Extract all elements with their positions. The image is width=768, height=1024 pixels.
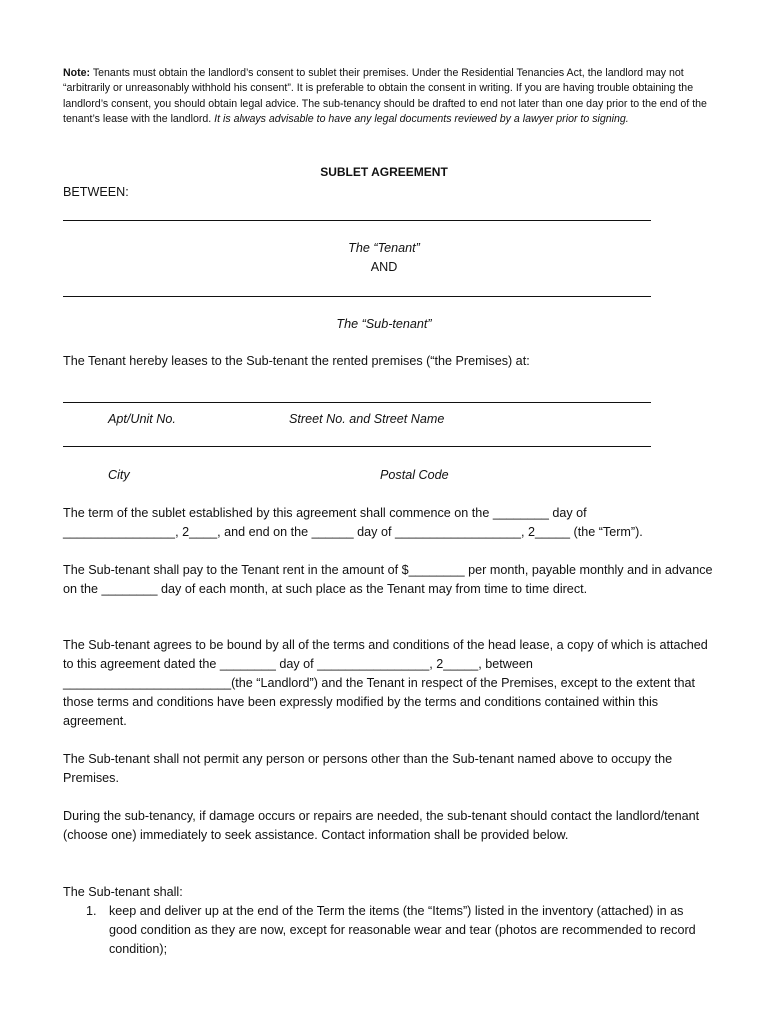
note-label: Note: bbox=[63, 67, 91, 79]
postal-code-label: Postal Code bbox=[380, 468, 449, 482]
list-number: 1. bbox=[86, 904, 97, 918]
note-italic: It is always advisable to have any legal documents reviewed by a lawyer prior to signing. bbox=[214, 112, 629, 125]
apt-unit-label: Apt/Unit No. bbox=[108, 412, 176, 426]
between-label: BETWEEN: bbox=[63, 185, 129, 199]
address-line-1[interactable] bbox=[63, 402, 651, 403]
tenant-name-line[interactable] bbox=[63, 220, 651, 221]
tenant-caption: The “Tenant” bbox=[348, 241, 420, 255]
occupy-paragraph: The Sub-tenant shall not permit any person or persons other than the Sub-tenant named above to occupy the Premises. bbox=[63, 752, 673, 785]
note-body: Tenants must obtain the landlord’s consent to sublet their premises. Under the Residential Tenancies Act, the landlord may not “arbitrarily or unreasonably withhold his consent”. It is preferable to obtain the consent in writing. If you are having trouble obtaining the landlord’s consent, you should obtain legal advice. The sub-tenancy should be drafted to end not later than one day prior to the end of the tenant’s lease with the landlord. bbox=[63, 67, 707, 125]
subtenant-name-line[interactable] bbox=[63, 296, 651, 297]
rent-paragraph: The Sub-tenant shall pay to the Tenant rent in the amount of $________ per month, payable monthly and in advance on the ________ day of each month, at such place as the Tenant may from time to time direct. bbox=[63, 563, 713, 596]
term-line-1: The term of the sublet established by this agreement shall commence on the ________ day of bbox=[63, 506, 587, 520]
damage-paragraph: During the sub-tenancy, if damage occurs or repairs are needed, the sub-tenant should contact the landlord/tenant (choose one) immediately to seek assistance. Contact information shall be provided below. bbox=[63, 809, 700, 842]
and-label: AND bbox=[370, 260, 398, 274]
shall-intro: The Sub-tenant shall: bbox=[63, 885, 183, 899]
premises-intro: The Tenant hereby leases to the Sub-tenant the rented premises (“the Premises) at: bbox=[63, 354, 530, 368]
address-line-2[interactable] bbox=[63, 446, 651, 447]
term-line-2: ________________, 2____, and end on the ______ day of __________________, 2_____ (the “Term”). bbox=[63, 525, 643, 539]
city-label: City bbox=[108, 468, 130, 482]
subtenant-caption: The “Sub-tenant” bbox=[336, 317, 432, 331]
list-item: keep and deliver up at the end of the Term the items (the “Items”) listed in the inventory (attached) in as good condition as they are now, except for reasonable wear and tear (photos are recommended to record condition); bbox=[109, 904, 696, 956]
document-title: SUBLET AGREEMENT bbox=[320, 165, 448, 179]
legal-note bbox=[63, 66, 713, 127]
head-lease-paragraph: The Sub-tenant agrees to be bound by all of the terms and conditions of the head lease, a copy of which is attached to this agreement dated the ________ day of ________________, 2_____, between ________________________(the “Landlord”) and the Tenant in respect of the Premises, except to the extent that those terms and conditions have been expressly modified by the terms and conditions contained within this agreement. bbox=[63, 638, 708, 728]
street-label: Street No. and Street Name bbox=[289, 412, 445, 426]
